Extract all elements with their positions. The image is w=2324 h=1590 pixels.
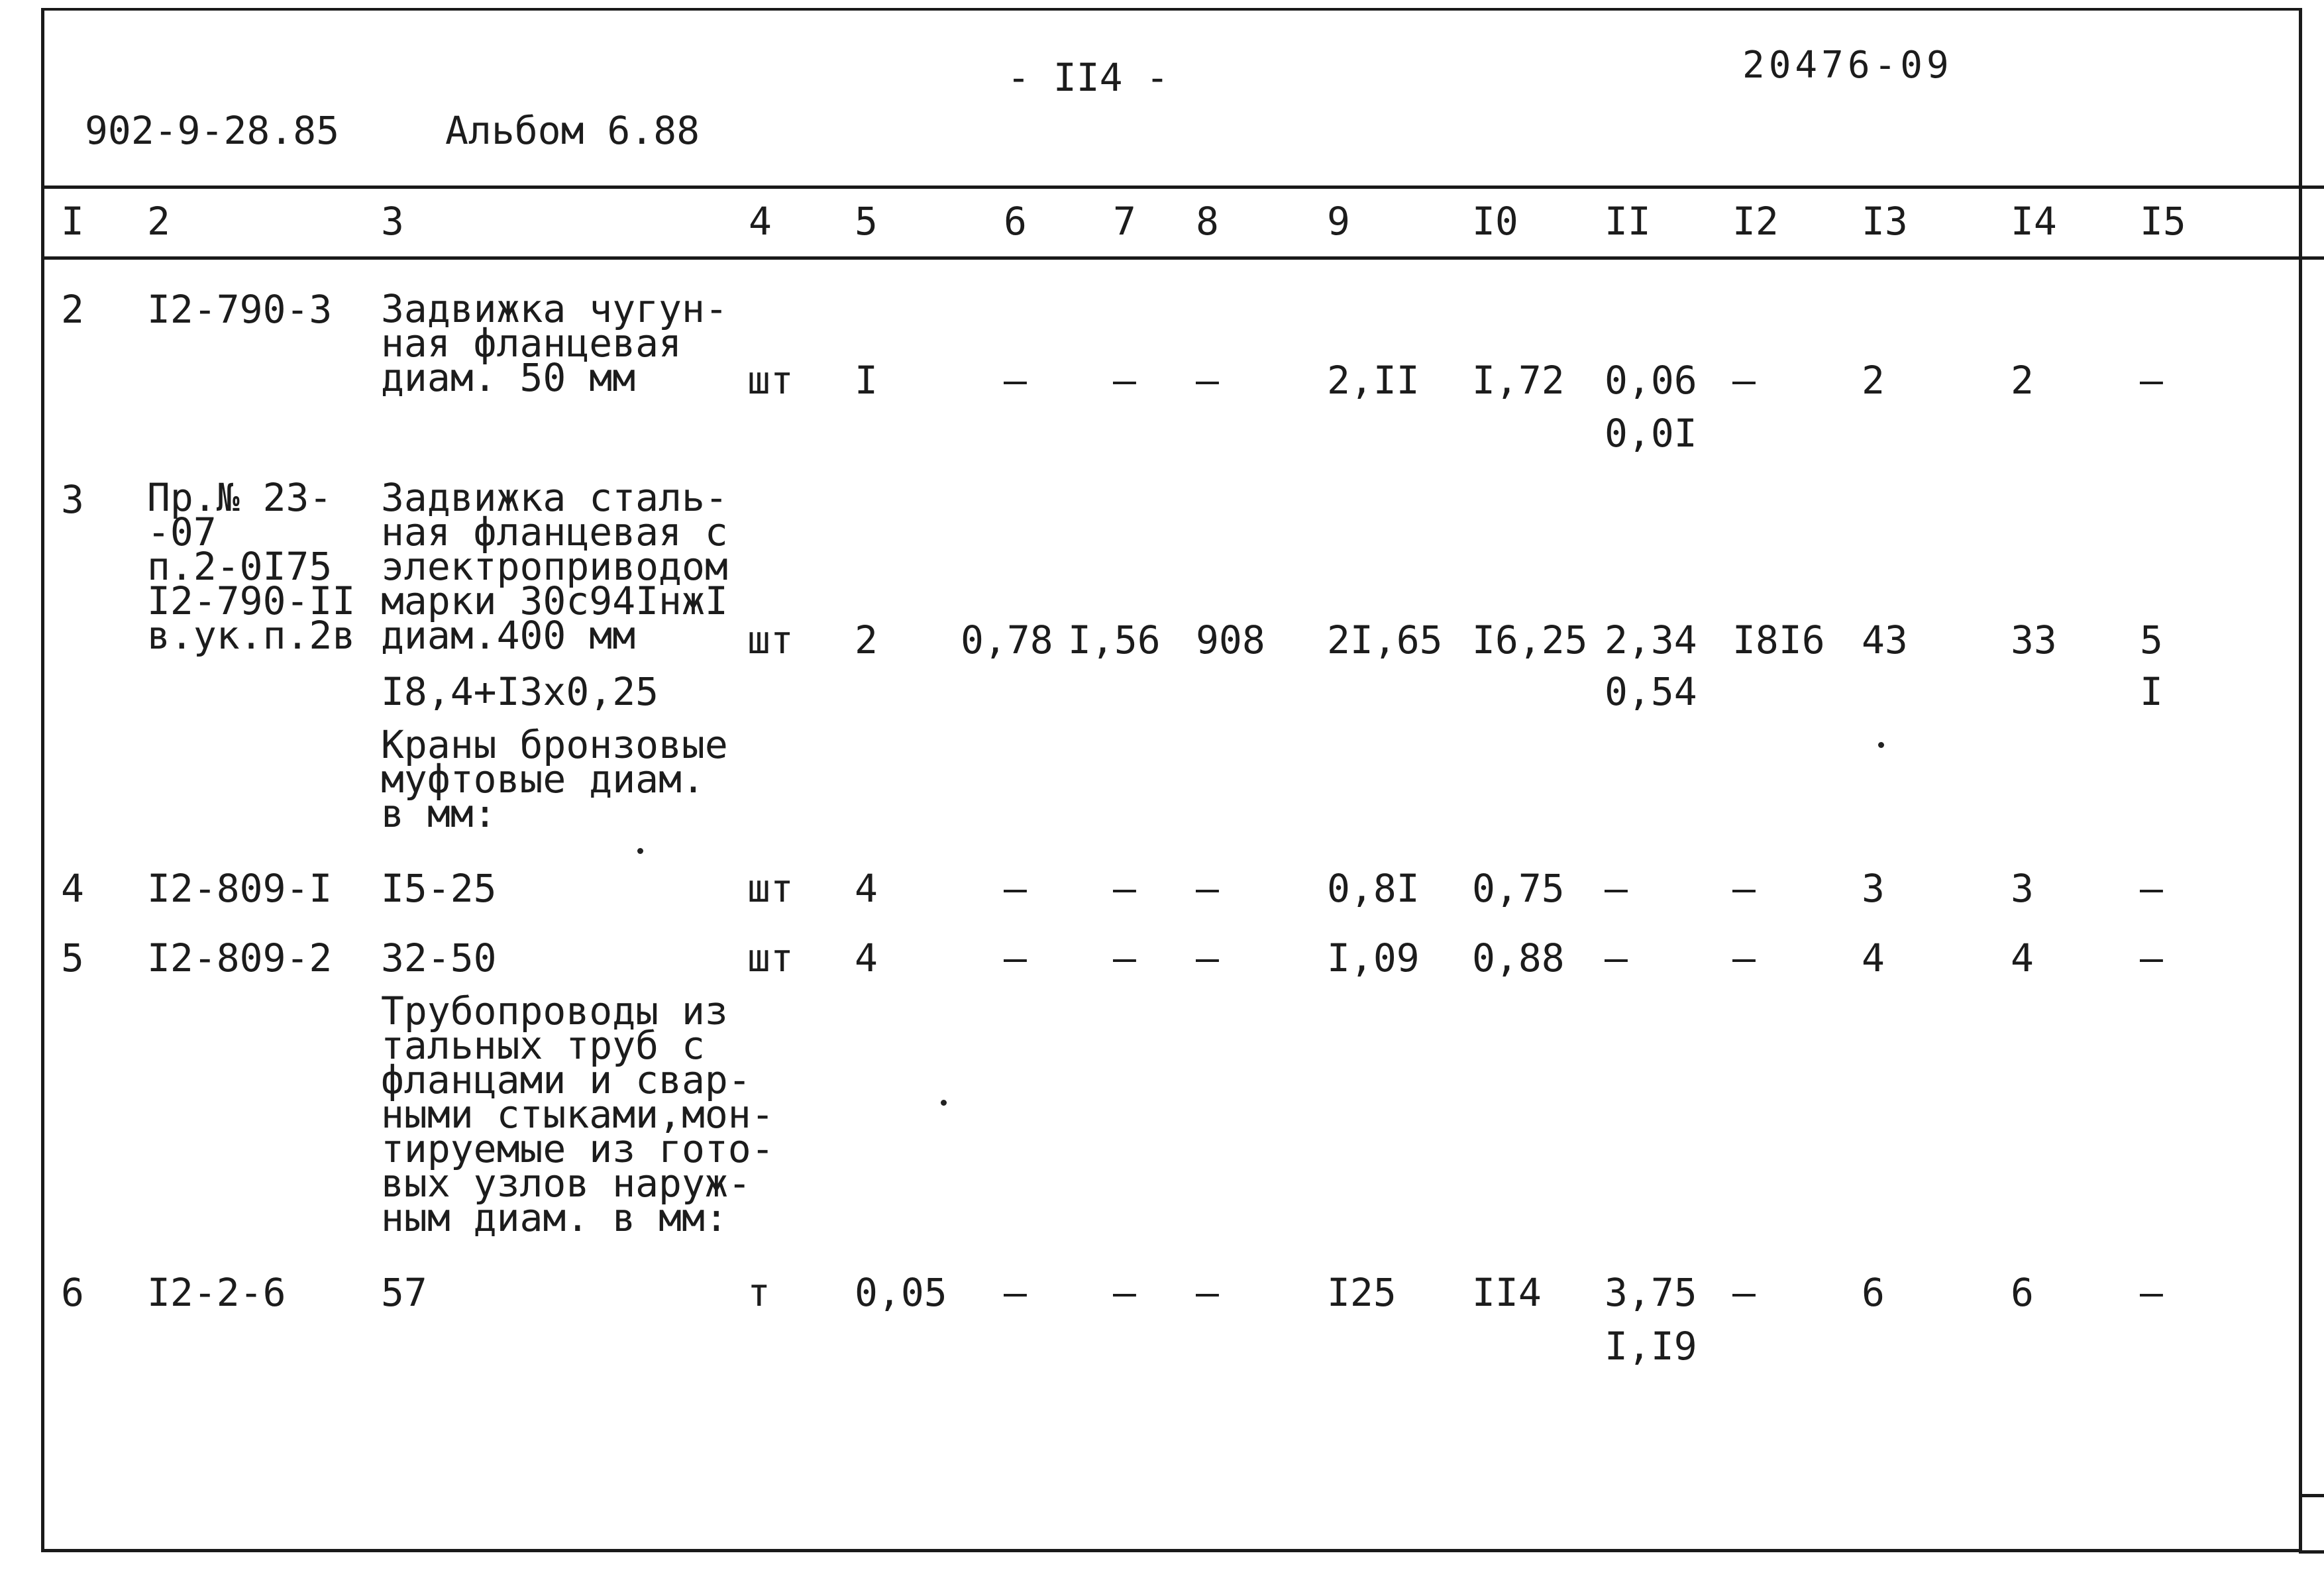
norm-code: I2-809-2 [147,935,333,980]
cell-value: I6,25 [1472,617,1588,662]
cell-value: 2I,65 [1327,617,1443,662]
cell-value: – [2140,935,2163,980]
column-header: I5 [2140,199,2186,244]
cell-value: I8I6 [1732,617,1825,662]
cell-value: 0,8I [1327,866,1420,911]
inventory-number: 20476-09 [1742,44,1953,87]
cell-value: – [1732,866,1756,911]
frame-edge-tick [2299,1550,2324,1554]
column-header: 4 [749,199,772,244]
column-header: I [61,199,84,244]
quantity: 2 [855,617,878,662]
cell-value: – [1113,1270,1136,1315]
cell-value: I [2140,669,2163,714]
frame-top-border [41,8,2301,11]
cell-value: – [2140,358,2163,403]
cell-value: – [1113,866,1136,911]
unit: шт [747,935,794,980]
norm-code: I2-2-6 [147,1270,286,1315]
scan-speck [941,1100,947,1106]
column-header: 5 [855,199,878,244]
column-header: I0 [1472,199,1518,244]
unit: т [747,1270,770,1315]
unit: шт [747,358,794,403]
cell-value: 3 [1862,866,1885,911]
item-description: 57 [381,1270,427,1315]
cell-value: – [1004,358,1027,403]
cell-value: – [1732,358,1756,403]
cell-value: 5 [2140,617,2163,662]
column-header: II [1605,199,1651,244]
item-description: Задвижка чугун- ная фланцевая диам. 50 мм [381,286,728,400]
cell-value: – [1196,358,1219,403]
cell-value: I25 [1327,1270,1397,1315]
quantity: 0,05 [855,1270,947,1315]
cell-value: 4 [1862,935,1885,980]
cell-value: 2 [2011,358,2034,403]
cell-value: I,72 [1472,358,1565,403]
row-number: 4 [61,866,84,911]
doc-code: 902-9-28.85 [85,108,340,153]
frame-edge-tick [2300,1494,2324,1497]
row-number: 3 [61,477,84,522]
cell-value: 0,06 [1605,358,1697,403]
cell-value: 2,II [1327,358,1420,403]
album-label: Альбом 6.88 [445,108,700,153]
cell-value: – [1605,935,1628,980]
column-header: I3 [1862,199,1908,244]
column-header-bottom-rule [41,256,2324,260]
frame-right-border [2299,8,2302,1552]
item-description: Задвижка сталь- ная фланцевая с электроприводом марки 30с94IнжI диам.400 мм [381,475,728,658]
unit: шт [747,617,794,662]
cell-value: – [1196,935,1219,980]
column-header: I2 [1732,199,1779,244]
quantity: 4 [855,935,878,980]
item-formula: I8,4+I3х0,25 [381,669,659,714]
norm-code: I2-809-I [147,866,333,911]
column-header: 8 [1196,199,1219,244]
cell-value: – [1196,866,1219,911]
cell-value: – [2140,1270,2163,1315]
column-header: I4 [2011,199,2057,244]
cell-value: – [1732,935,1756,980]
column-header: 7 [1113,199,1136,244]
item-description: I5-25 [381,866,497,911]
page-number: - II4 - [1007,55,1169,100]
quantity: 4 [855,866,878,911]
column-header: 3 [381,199,404,244]
cell-value: – [1004,1270,1027,1315]
cell-value: 0,78 [961,617,1053,662]
cell-value: 0,88 [1472,935,1565,980]
row-number: 6 [61,1270,84,1315]
frame-left-border [41,8,44,1552]
cell-value: – [1196,1270,1219,1315]
cell-value: 3,75 [1605,1270,1697,1315]
unit: шт [747,866,794,911]
column-header: 6 [1004,199,1027,244]
cell-value: – [1732,1270,1756,1315]
section-heading: Трубопроводы из тальных труб с фланцами и свар- ными стыками,мон- тируемые из гото- вых узлов наруж- ным диам. в мм: [381,988,774,1240]
frame-bottom-border [41,1549,2301,1552]
norm-code: Пр.№ 23- -07 п.2-0I75 I2-790-II в.ук.п.2в [147,475,356,658]
scan-speck [1878,742,1884,748]
cell-value: I,I9 [1605,1324,1697,1369]
scan-speck [637,848,643,854]
cell-value: 908 [1196,617,1265,662]
cell-value: – [2140,866,2163,911]
cell-value: – [1605,866,1628,911]
cell-value: – [1004,935,1027,980]
cell-value: 6 [2011,1270,2034,1315]
column-header-top-rule [41,186,2324,189]
item-description: 32-50 [381,935,497,980]
cell-value: 43 [1862,617,1908,662]
cell-value: I,09 [1327,935,1420,980]
norm-code: I2-790-3 [147,287,333,332]
quantity: I [855,358,878,403]
column-header: 9 [1327,199,1350,244]
cell-value: 0,0I [1605,411,1697,456]
cell-value: – [1113,935,1136,980]
row-number: 5 [61,935,84,980]
section-heading: Краны бронзовые муфтовые диам. в мм: [381,722,728,836]
cell-value: 0,54 [1605,669,1697,714]
row-number: 2 [61,287,84,332]
cell-value: 3 [2011,866,2034,911]
cell-value: 6 [1862,1270,1885,1315]
cell-value: 2,34 [1605,617,1697,662]
cell-value: 4 [2011,935,2034,980]
cell-value: 33 [2011,617,2057,662]
cell-value: – [1004,866,1027,911]
column-header: 2 [147,199,170,244]
cell-value: 0,75 [1472,866,1565,911]
cell-value: II4 [1472,1270,1542,1315]
cell-value: – [1113,358,1136,403]
cell-value: I,56 [1068,617,1161,662]
cell-value: 2 [1862,358,1885,403]
